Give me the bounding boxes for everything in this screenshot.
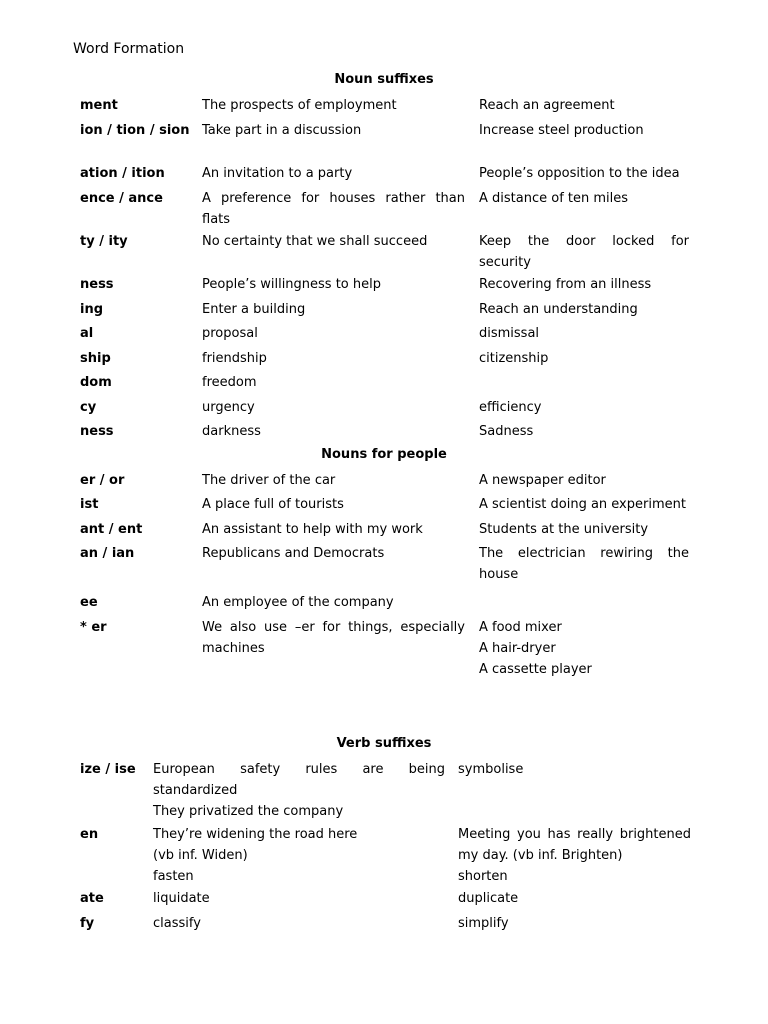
suffix-cell: ist	[80, 497, 99, 512]
suffix-cell: ing	[80, 302, 104, 317]
section-heading-verb-suffixes: Verb suffixes	[336, 736, 432, 751]
example-line: A cassette player	[479, 662, 592, 677]
example-cell: urgency	[202, 400, 255, 415]
example-cell: citizenship	[479, 351, 549, 366]
suffix-cell: ship	[80, 351, 111, 366]
example-cell: liquidate	[153, 891, 210, 906]
example-cell: Take part in a discussion	[202, 123, 362, 138]
example-cell: proposal	[202, 326, 258, 341]
example-cell: A scientist doing an experiment	[479, 497, 686, 512]
example-cell: An employee of the company	[202, 595, 394, 610]
suffix-cell: ion / tion / sion	[80, 123, 190, 138]
example-cell: Enter a building	[202, 302, 306, 317]
suffix-cell: ment	[80, 98, 118, 113]
suffix-cell: ant / ent	[80, 522, 143, 537]
example-cell: Keep the door locked for security	[479, 234, 689, 270]
suffix-cell: ness	[80, 277, 114, 292]
section-heading-nouns-for-people: Nouns for people	[321, 447, 447, 462]
example-line: They privatized the company	[153, 804, 344, 819]
example-cell: darkness	[202, 424, 261, 439]
example-cell: We also use –er for things, especially machines	[202, 620, 465, 656]
example-cell: duplicate	[458, 891, 519, 906]
suffix-cell: er / or	[80, 473, 125, 488]
example-cell	[153, 759, 445, 822]
suffix-cell: fy	[80, 916, 95, 931]
example-line: A food mixer	[479, 620, 562, 635]
suffix-cell: ation / ition	[80, 166, 165, 181]
example-cell: freedom	[202, 375, 257, 390]
example-cell: The prospects of employment	[202, 98, 397, 113]
example-cell: Reach an understanding	[479, 302, 638, 317]
suffix-cell: ness	[80, 424, 114, 439]
document-title: Word Formation	[73, 41, 185, 57]
example-cell: dismissal	[479, 326, 540, 341]
example-cell: classify	[153, 916, 201, 931]
example-line: shorten	[458, 869, 508, 884]
example-cell: People’s opposition to the idea	[479, 166, 680, 181]
example-cell: A distance of ten miles	[479, 191, 629, 206]
suffix-cell: dom	[80, 375, 112, 390]
example-line: European safety rules are being standardized	[153, 762, 445, 798]
example-cell: A preference for houses rather than flats	[202, 191, 465, 227]
suffix-cell: ate	[80, 891, 104, 906]
example-cell: Recovering from an illness	[479, 277, 652, 292]
example-cell	[153, 824, 445, 887]
suffix-cell: ize / ise	[80, 762, 136, 777]
example-cell: People’s willingness to help	[202, 277, 381, 292]
example-cell: Increase steel production	[479, 123, 644, 138]
example-cell: An assistant to help with my work	[202, 522, 423, 537]
suffix-cell: en	[80, 827, 99, 842]
suffix-cell: ence / ance	[80, 191, 163, 206]
suffix-cell: ee	[80, 595, 98, 610]
example-cell: An invitation to a party	[202, 166, 353, 181]
example-cell: The electrician rewiring the house	[479, 546, 689, 582]
example-cell: friendship	[202, 351, 267, 366]
example-cell: A newspaper editor	[479, 473, 606, 488]
example-cell: The driver of the car	[202, 473, 336, 488]
suffix-cell: * er	[80, 620, 107, 635]
example-cell	[479, 617, 689, 680]
example-cell: Reach an agreement	[479, 98, 615, 113]
example-cell: simplify	[458, 916, 509, 931]
example-cell: Sadness	[479, 424, 534, 439]
example-line: Meeting you has really brightened my day. (vb inf. Brighten)	[458, 827, 691, 863]
section-heading-noun-suffixes: Noun suffixes	[334, 72, 434, 87]
suffix-cell: cy	[80, 400, 97, 415]
example-cell: symbolise	[458, 762, 524, 777]
example-cell: efficiency	[479, 400, 542, 415]
example-line: fasten	[153, 869, 194, 884]
example-line: A hair-dryer	[479, 641, 556, 656]
example-cell: Republicans and Democrats	[202, 546, 385, 561]
suffix-cell: al	[80, 326, 94, 341]
example-line: They’re widening the road here (vb inf. Widen)	[153, 827, 358, 863]
example-cell: No certainty that we shall succeed	[202, 234, 428, 249]
example-cell: A place full of tourists	[202, 497, 344, 512]
suffix-cell: an / ian	[80, 546, 135, 561]
suffix-cell: ty / ity	[80, 234, 128, 249]
example-cell	[458, 824, 691, 887]
example-cell: Students at the university	[479, 522, 649, 537]
